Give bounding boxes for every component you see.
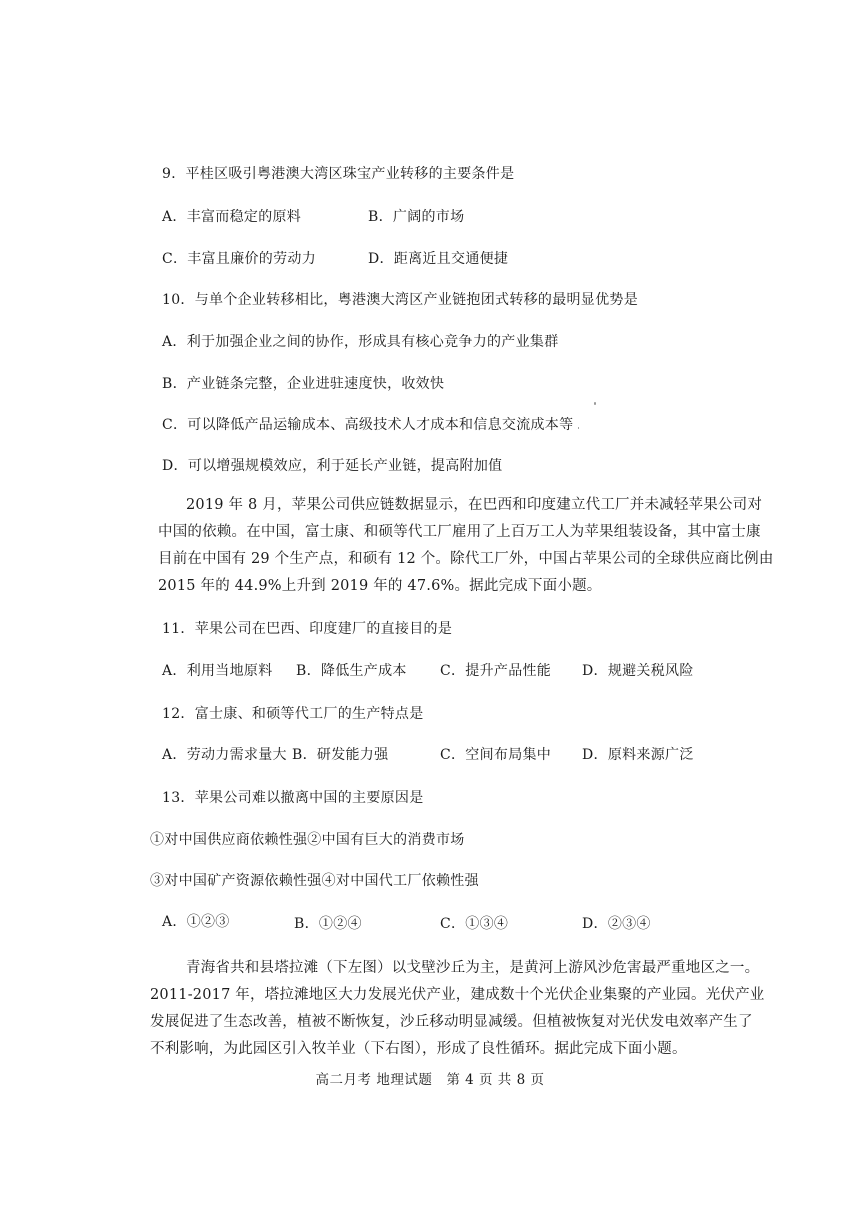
question-13-option-c: C．①③④ xyxy=(440,916,509,932)
passage-apple-line-4: 2015 年的 44.9%上升到 2019 年的 47.6%。据此完成下面小题。 xyxy=(158,578,602,594)
question-9-option-b: B．广阔的市场 xyxy=(368,209,465,225)
question-13-option-a: A．①②③ xyxy=(162,914,230,930)
question-11-stem: 11．苹果公司在巴西、印度建厂的直接目的是 xyxy=(162,621,453,637)
question-9-option-c: C．丰富且廉价的劳动力 xyxy=(162,251,317,267)
question-10-stem: 10．与单个企业转移相比，粤港澳大湾区产业链抱团式转移的最明显优势是 xyxy=(162,292,639,308)
question-13-option-d: D．②③④ xyxy=(582,916,651,932)
passage-talatan-line-3: 发展促进了生态改善，植被不断恢复，沙丘移动明显减缓。但植被恢复对光伏发电效率产生了 xyxy=(150,1014,753,1030)
question-11-option-c: C．提升产品性能 xyxy=(440,663,552,679)
question-12-option-c: C．空间布局集中 xyxy=(440,747,552,763)
question-10-option-d: D．可以增强规模效应，利于延长产业链，提高附加值 xyxy=(162,458,503,474)
question-9-stem: 9．平桂区吸引粤港澳大湾区珠宝产业转移的主要条件是 xyxy=(162,166,515,182)
question-11-option-b: B．降低生产成本 xyxy=(296,663,407,679)
question-10-option-b: B．产业链条完整，企业进驻速度快，收效快 xyxy=(162,376,445,392)
question-12-stem: 12．富士康、和硕等代工厂的生产特点是 xyxy=(162,706,424,722)
question-10-option-a: A．利于加强企业之间的协作，形成具有核心竞争力的产业集群 xyxy=(162,334,559,350)
question-12-option-b: B．研发能力强 xyxy=(292,747,389,763)
question-13-statements-2: ③对中国矿产资源依赖性强④对中国代工厂依赖性强 xyxy=(150,873,479,889)
question-12-option-d: D．原料来源广泛 xyxy=(582,747,694,763)
question-9-option-a: A．丰富而稳定的原料 xyxy=(162,209,302,225)
passage-talatan-line-1: 青海省共和县塔拉滩（下左图）以戈壁沙丘为主，是黄河上游风沙危害最严重地区之一。 xyxy=(186,960,760,976)
question-12-option-a: A．劳动力需求量大 xyxy=(162,747,287,763)
scan-speck xyxy=(578,427,579,429)
passage-talatan-line-4: 不利影响，为此园区引入牧羊业（下右图），形成了良性循环。据此完成下面小题。 xyxy=(150,1041,687,1057)
scan-speck xyxy=(594,402,596,405)
question-11-option-a: A．利用当地原料 xyxy=(162,663,273,679)
passage-apple-line-2: 中国的依赖。在中国，富士康、和硕等代工厂雇用了上百万工人为苹果组装设备，其中富士康 xyxy=(158,524,761,540)
passage-apple-line-1: 2019 年 8 月，苹果公司供应链数据显示，在巴西和印度建立代工厂并未减轻苹果公司对 xyxy=(186,497,763,513)
question-9-option-d: D．距离近且交通便捷 xyxy=(368,251,509,267)
question-10-option-c: C．可以降低产品运输成本、高级技术人才成本和信息交流成本等 xyxy=(162,417,574,433)
question-13-stem: 13．苹果公司难以撤离中国的主要原因是 xyxy=(162,790,424,806)
question-11-option-d: D．规避关税风险 xyxy=(582,663,694,679)
passage-talatan-line-2: 2011-2017 年，塔拉滩地区大力发展光伏产业，建成数十个光伏企业集聚的产业园。光伏产业 xyxy=(150,987,765,1003)
passage-apple-line-3: 目前在中国有 29 个生产点，和硕有 12 个。除代工厂外，中国占苹果公司的全球供应商比例由 xyxy=(158,551,774,567)
question-13-statements-1: ①对中国供应商依赖性强②中国有巨大的消费市场 xyxy=(150,832,465,848)
question-13-option-b: B．①②④ xyxy=(294,916,362,932)
page-footer: 高二月考 地理试题 第 4 页 共 8 页 xyxy=(315,1072,545,1088)
